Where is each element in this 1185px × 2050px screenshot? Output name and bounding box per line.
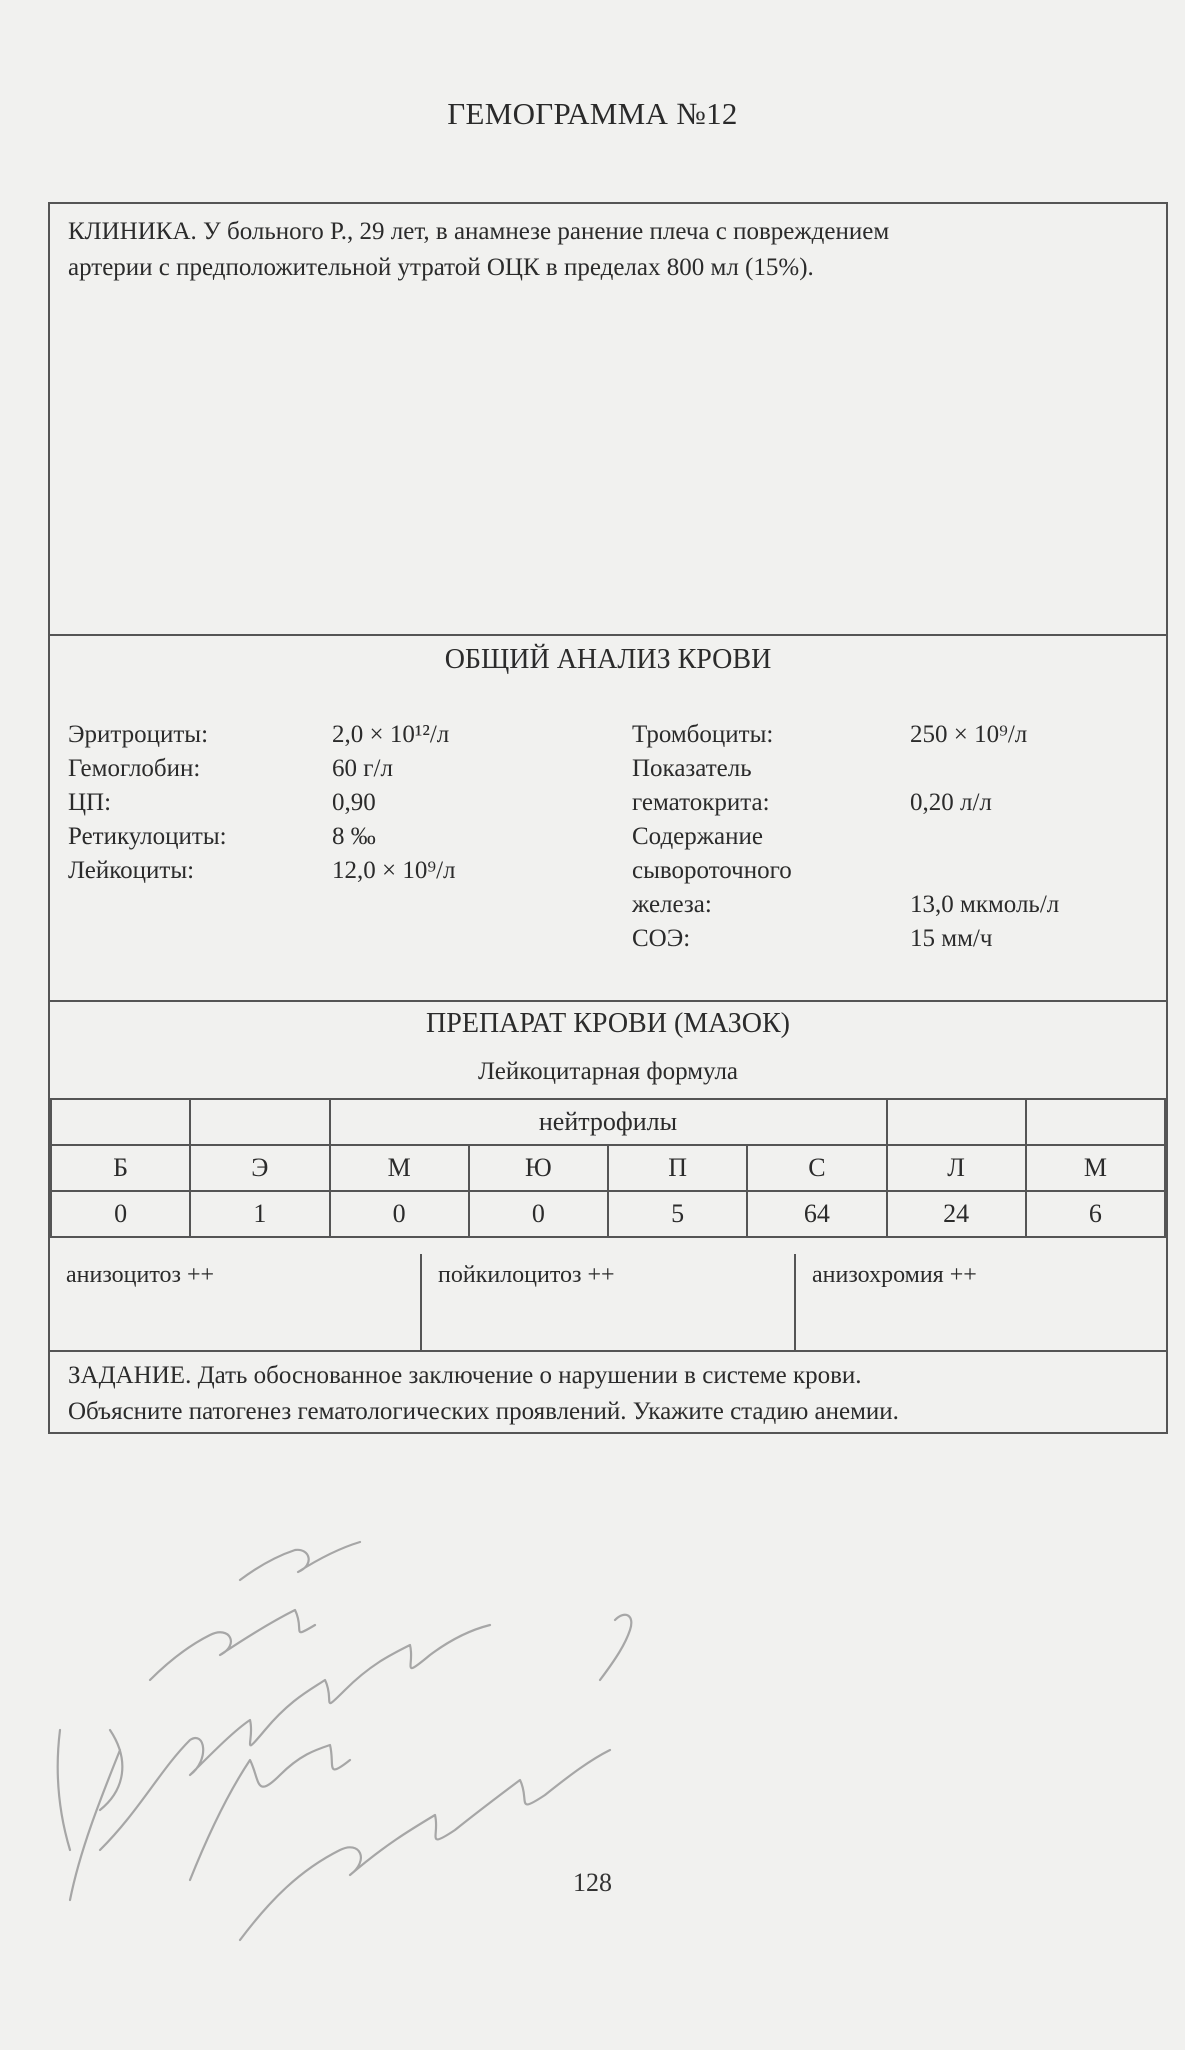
label-serum-iron-3: железа: [632, 891, 712, 918]
neutrophils-header: нейтрофилы [330, 1099, 887, 1145]
value-leukocytes: 12,0 × 10⁹/л [332, 857, 456, 884]
divider [50, 1350, 1166, 1352]
value-blank-3 [910, 854, 1059, 888]
smear-subtitle: Лейкоцитарная формула [477, 1058, 739, 1085]
table-row [51, 1191, 1165, 1237]
value-reticulocytes: 8 ‰ [332, 823, 376, 850]
value-myelocytes: 0 [330, 1191, 469, 1237]
label-hematocrit-2: гематокрита: [632, 789, 770, 816]
divider [50, 1000, 1166, 1002]
label-erythrocytes: Эритроциты: [68, 721, 209, 748]
task-section [68, 1358, 1138, 1430]
blood-test-left-labels [68, 718, 227, 888]
label-platelets: Тромбоциты: [632, 721, 774, 748]
label-color-index: ЦП: [68, 789, 112, 816]
value-erythrocytes: 2,0 × 10¹²/л [332, 721, 450, 748]
value-segmented: 64 [747, 1191, 886, 1237]
label-esr: СОЭ: [632, 925, 691, 952]
value-serum-iron: 13,0 мкмоль/л [910, 891, 1060, 918]
value-metamyelocytes: 0 [469, 1191, 608, 1237]
task-line-2: Объясните патогенез гематологических проявлений. Укажите стадию анемии. [68, 1398, 899, 1425]
clinic-section [68, 214, 1128, 286]
label-reticulocytes: Ретикулоциты: [68, 823, 227, 850]
table-row [51, 1099, 1165, 1145]
header-segmented: С [747, 1145, 886, 1191]
header-lymphocytes: Л [887, 1145, 1026, 1191]
value-eosinophils: 1 [190, 1191, 329, 1237]
header-monocytes: М [1026, 1145, 1165, 1191]
blood-test-title: ОБЩИЙ АНАЛИЗ КРОВИ [444, 644, 772, 675]
label-serum-iron-2: сывороточного [632, 857, 792, 884]
value-color-index: 0,90 [332, 789, 376, 816]
value-blank-1 [910, 752, 1059, 786]
blood-test-right-labels [632, 718, 792, 956]
value-lymphocytes: 24 [887, 1191, 1026, 1237]
header-myelocytes: М [330, 1145, 469, 1191]
blood-test-left-values [332, 718, 456, 888]
leukocyte-formula-table [50, 1098, 1166, 1238]
value-band: 5 [608, 1191, 747, 1237]
task-line-1: ЗАДАНИЕ. Дать обоснованное заключение о нарушении в системе крови. [68, 1362, 862, 1389]
header-band: П [608, 1145, 747, 1191]
clinic-line-1: КЛИНИКА. У больного Р., 29 лет, в анамнезе ранение плеча с повреждением [68, 218, 890, 245]
header-eosinophils: Э [190, 1145, 329, 1191]
value-basophils: 0 [51, 1191, 190, 1237]
morphology-row [50, 1254, 1166, 1350]
table-row [51, 1145, 1165, 1191]
page-title: ГЕМОГРАММА №12 [447, 96, 738, 131]
value-hemoglobin: 60 г/л [332, 755, 393, 782]
divider [50, 634, 1166, 636]
morphology-anisocytosis: анизоцитоз ++ [50, 1254, 422, 1350]
clinic-line-2: артерии с предположительной утратой ОЦК в пределах 800 мл (15%). [68, 254, 814, 281]
table-cell-empty [887, 1099, 1026, 1145]
value-hematocrit: 0,20 л/л [910, 789, 992, 816]
value-monocytes: 6 [1026, 1191, 1165, 1237]
label-hemoglobin: Гемоглобин: [68, 755, 201, 782]
blood-test-right-values [910, 718, 1059, 956]
table-cell-empty [190, 1099, 329, 1145]
label-serum-iron-1: Содержание [632, 823, 763, 850]
label-leukocytes: Лейкоциты: [68, 857, 195, 884]
page-number: 128 [573, 1868, 612, 1897]
table-cell-empty [51, 1099, 190, 1145]
label-hematocrit-1: Показатель [632, 755, 752, 782]
morphology-anisochromia: анизохромия ++ [812, 1262, 977, 1288]
smear-title: ПРЕПАРАТ КРОВИ (МАЗОК) [426, 1008, 790, 1039]
table-cell-empty [1026, 1099, 1165, 1145]
header-metamyelocytes: Ю [469, 1145, 608, 1191]
value-platelets: 250 × 10⁹/л [910, 721, 1028, 748]
hemogram-card [48, 202, 1168, 1434]
value-esr: 15 мм/ч [910, 925, 993, 952]
value-blank-2 [910, 820, 1059, 854]
morphology-poikilocytosis: пойкилоцитоз ++ [422, 1254, 796, 1350]
header-basophils: Б [51, 1145, 190, 1191]
